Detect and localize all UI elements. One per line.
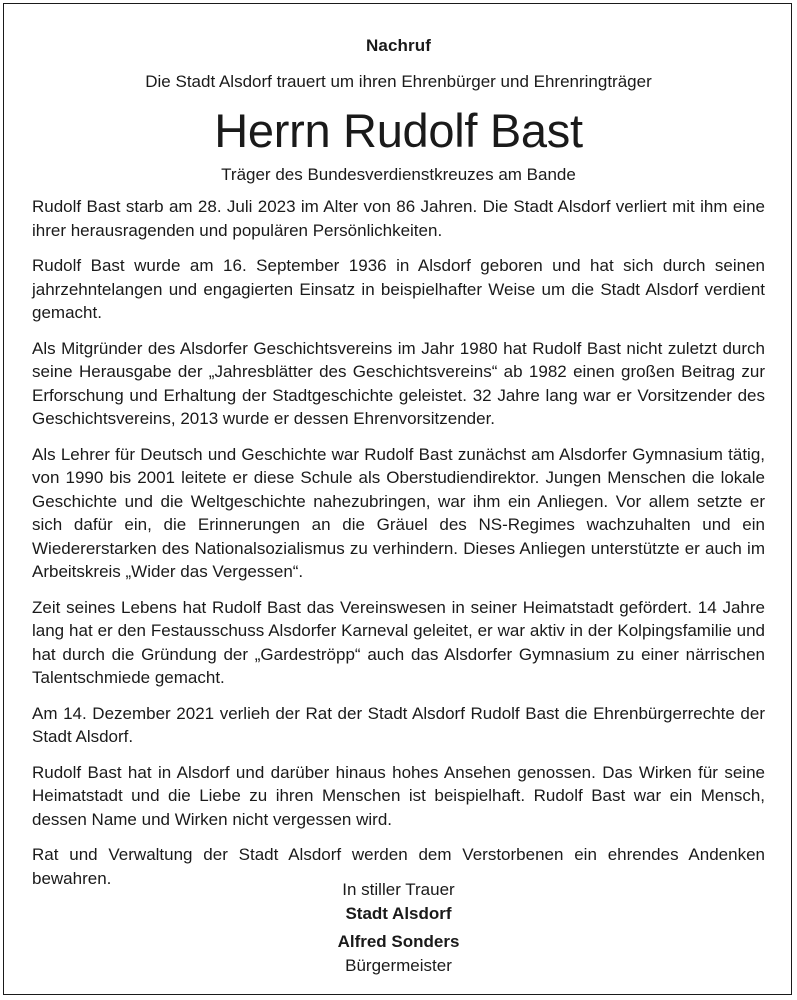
signature-block xyxy=(0,878,797,977)
notice-heading: Nachruf xyxy=(366,36,431,55)
obituary-body xyxy=(32,195,765,902)
intro-line: Die Stadt Alsdorf trauert um ihren Ehrenbürger und Ehrenringträger xyxy=(145,72,652,91)
paragraph-clubs: Zeit seines Lebens hat Rudolf Bast das Vereinswesen in seiner Heimatstadt gefördert. 14 Jahre lang hat er den Festausschuss Alsdorfer Karneval geleitet, er war aktiv in der Kolpingsfamilie und hat durch die Gründung der „Gardeströpp“ auch das Alsdorfer Gymnasium zu einer närrischen Talentschmiede gemacht. xyxy=(32,597,765,687)
paragraph-history-society: Als Mitgründer des Alsdorfer Geschichtsvereins im Jahr 1980 hat Rudolf Bast nicht zuletzt durch seine Herausgabe der „Jahresblätter des Geschichtsvereins“ ab 1982 einen großen Beitrag zur Erforschung und Erhaltung der Stadtgeschichte geleistet. 32 Jahre lang war er Vorsitzender des Geschichtsvereins, 2013 wurde er dessen Ehrenvorsitzender. xyxy=(32,338,765,428)
paragraph-death: Rudolf Bast starb am 28. Juli 2023 im Alter von 86 Jahren. Die Stadt Alsdorf verliert mit ihm eine ihrer herausragenden und populären Persönlichkeiten. xyxy=(32,197,765,240)
deceased-name: Herrn Rudolf Bast xyxy=(214,104,583,157)
signature-organization: Stadt Alsdorf xyxy=(345,903,452,923)
signature-role: Bürgermeister xyxy=(345,955,452,975)
paragraph-legacy: Rudolf Bast hat in Alsdorf und darüber hinaus hohes Ansehen genossen. Das Wirken für seine Heimatstadt und die Liebe zu ihren Menschen ist beispielhaft. Rudolf Bast war ein Mensch, dessen Name und Wirken nicht vergessen wird. xyxy=(32,762,765,829)
paragraph-honorary-citizen: Am 14. Dezember 2021 verlieh der Rat der Stadt Alsdorf Rudolf Bast die Ehrenbürgerrechte der Stadt Alsdorf. xyxy=(32,703,765,746)
paragraph-birth: Rudolf Bast wurde am 16. September 1936 in Alsdorf geboren und hat sich durch seinen jahrzehntelangen und engagierten Einsatz in beispielhafter Weise um die Stadt Alsdorf verdient gemacht. xyxy=(32,256,765,322)
paragraph-remembrance: Rat und Verwaltung der Stadt Alsdorf werden dem Verstorbenen ein ehrendes Andenken bewahren. xyxy=(32,845,765,888)
paragraph-teacher: Als Lehrer für Deutsch und Geschichte war Rudolf Bast zunächst am Alsdorfer Gymnasium tätig, von 1990 bis 2001 leitete er diese Schule als Oberstudiendirektor. Jungen Menschen die lokale Geschichte und die Weltgeschichte nahezubringen, war ihm ein Anliegen. Vor allem setzte er sich dafür ein, die Erinnerungen an die Gräuel des NS-Regimes wachzuhalten und ein Wiedererstarken des Nationalsozialismus zu verhindern. Dieses Anliegen unterstützte er auch im Arbeitskreis „Wider das Vergessen“. xyxy=(32,444,765,581)
signature-mourning: In stiller Trauer xyxy=(342,880,455,899)
signature-person: Alfred Sonders xyxy=(337,932,460,951)
honor-line: Träger des Bundesverdienstkreuzes am Bande xyxy=(221,165,576,184)
